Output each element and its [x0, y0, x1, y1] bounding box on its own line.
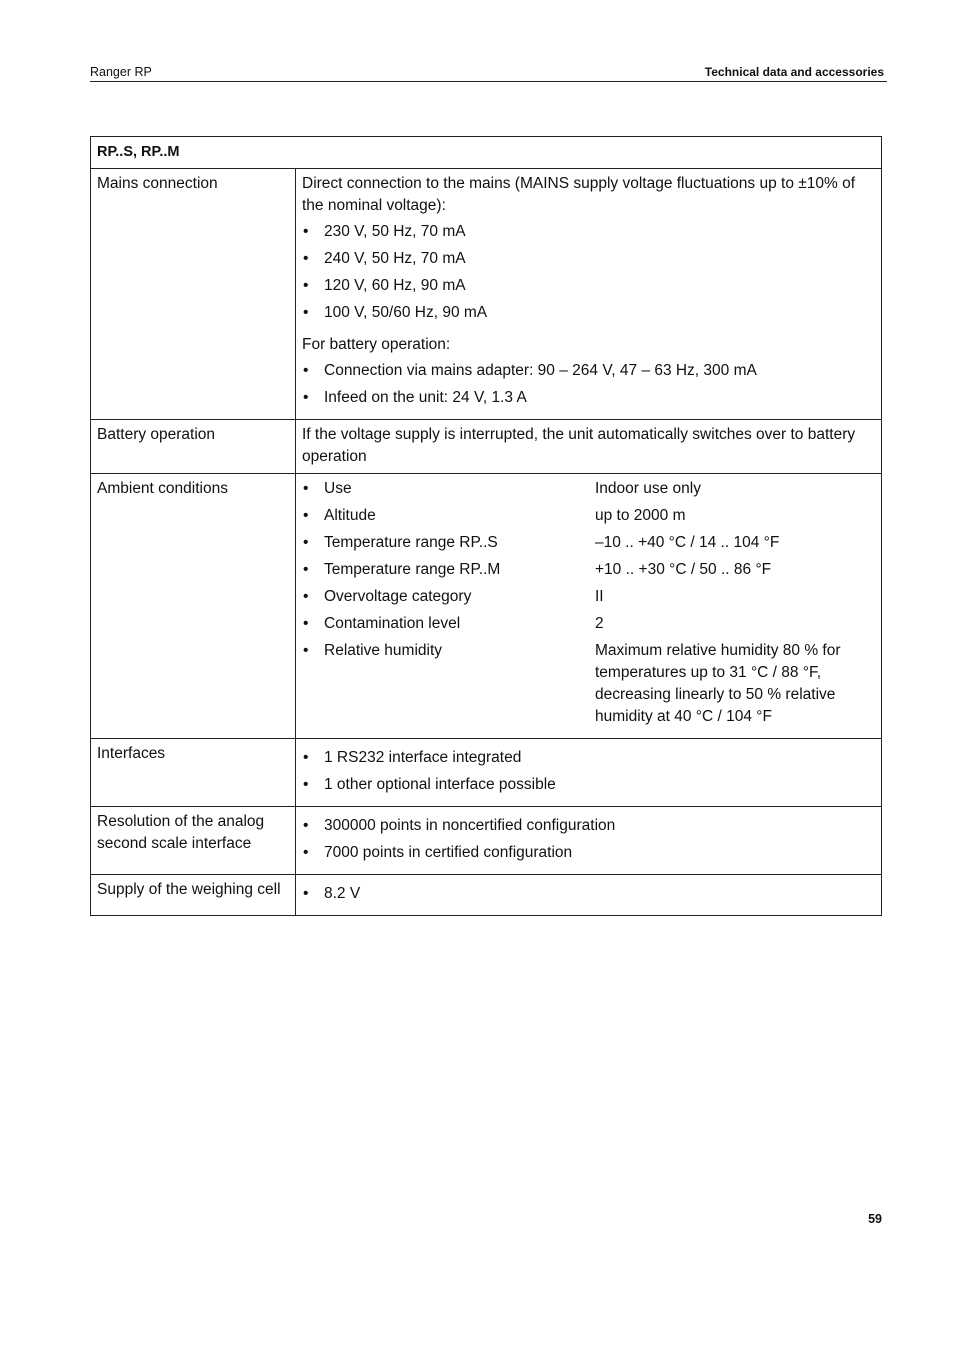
battery-operation-list	[302, 360, 875, 409]
row-label-supply: Supply of the weighing cell	[91, 875, 296, 916]
ambient-item-value: 2	[595, 615, 604, 632]
ambient-item	[302, 640, 875, 728]
list-item: • Connection via mains adapter: 90 – 264 V, 47 – 63 Hz, 300 mA	[302, 360, 875, 382]
ambient-item-name: • Use	[302, 478, 595, 500]
table-title-row	[91, 137, 882, 169]
ambient-item-name: • Temperature range RP..S	[302, 532, 595, 554]
row-value-ambient	[296, 474, 882, 739]
header-divider	[90, 81, 887, 82]
table-row-interfaces	[91, 739, 882, 807]
table-row-mains	[91, 169, 882, 420]
table-row-battery	[91, 420, 882, 474]
ambient-item	[302, 613, 875, 635]
list-item: • 100 V, 50/60 Hz, 90 mA	[302, 302, 875, 324]
table-title: RP..S, RP..M	[91, 137, 882, 169]
list-item: • 300000 points in noncertified configuration	[302, 815, 875, 837]
list-item: • 1 RS232 interface integrated	[302, 747, 875, 769]
row-value-mains	[296, 169, 882, 420]
ambient-item-value: Maximum relative humidity 80 % for temperatures up to 31 °C / 88 °F, decreasing linearly to 50 % relative humidity at 40 °C / 104 °F	[595, 642, 841, 725]
page-number: 59	[868, 1212, 882, 1226]
ambient-item-name: • Temperature range RP..M	[302, 559, 595, 581]
table-row-resolution	[91, 807, 882, 875]
mains-voltage-list	[302, 221, 875, 324]
ambient-item-value: +10 .. +30 °C / 50 .. 86 °F	[595, 561, 772, 578]
list-item: • 1 other optional interface possible	[302, 774, 875, 796]
ambient-item	[302, 505, 875, 527]
battery-operation-intro: For battery operation:	[302, 336, 451, 353]
list-item: • 230 V, 50 Hz, 70 mA	[302, 221, 875, 243]
technical-data-table	[90, 136, 882, 916]
row-label-interfaces: Interfaces	[91, 739, 296, 807]
ambient-item-name: • Overvoltage category	[302, 586, 595, 608]
list-item: • Infeed on the unit: 24 V, 1.3 A	[302, 387, 875, 409]
row-value-resolution	[296, 807, 882, 875]
resolution-list	[302, 815, 875, 864]
row-value-interfaces	[296, 739, 882, 807]
row-label-battery: Battery operation	[91, 420, 296, 474]
list-item: • 7000 points in certified configuration	[302, 842, 875, 864]
ambient-item	[302, 586, 875, 608]
ambient-item-value: up to 2000 m	[595, 507, 686, 524]
ambient-item-value: II	[595, 588, 604, 605]
interfaces-list	[302, 747, 875, 796]
row-value-battery: If the voltage supply is interrupted, the unit automatically switches over to battery operation	[296, 420, 882, 474]
mains-intro: Direct connection to the mains (MAINS supply voltage fluctuations up to ±10% of the nominal voltage):	[302, 175, 856, 214]
ambient-item-name: • Relative humidity	[302, 640, 595, 728]
ambient-item	[302, 478, 875, 500]
row-label-mains: Mains connection	[91, 169, 296, 420]
row-label-resolution: Resolution of the analog second scale interface	[91, 807, 296, 875]
ambient-item	[302, 559, 875, 581]
ambient-item-value: Indoor use only	[595, 480, 701, 497]
table-row-supply	[91, 875, 882, 916]
header-document-title: Ranger RP	[90, 65, 152, 79]
list-item: • 8.2 V	[302, 883, 875, 905]
row-value-supply	[296, 875, 882, 916]
ambient-item-value: –10 .. +40 °C / 14 .. 104 °F	[595, 534, 780, 551]
ambient-item-name: • Altitude	[302, 505, 595, 527]
list-item: • 120 V, 60 Hz, 90 mA	[302, 275, 875, 297]
ambient-item-name: • Contamination level	[302, 613, 595, 635]
header-section-title: Technical data and accessories	[704, 65, 884, 79]
table-row-ambient	[91, 474, 882, 739]
list-item: • 240 V, 50 Hz, 70 mA	[302, 248, 875, 270]
ambient-item	[302, 532, 875, 554]
supply-list	[302, 883, 875, 905]
row-label-ambient: Ambient conditions	[91, 474, 296, 739]
